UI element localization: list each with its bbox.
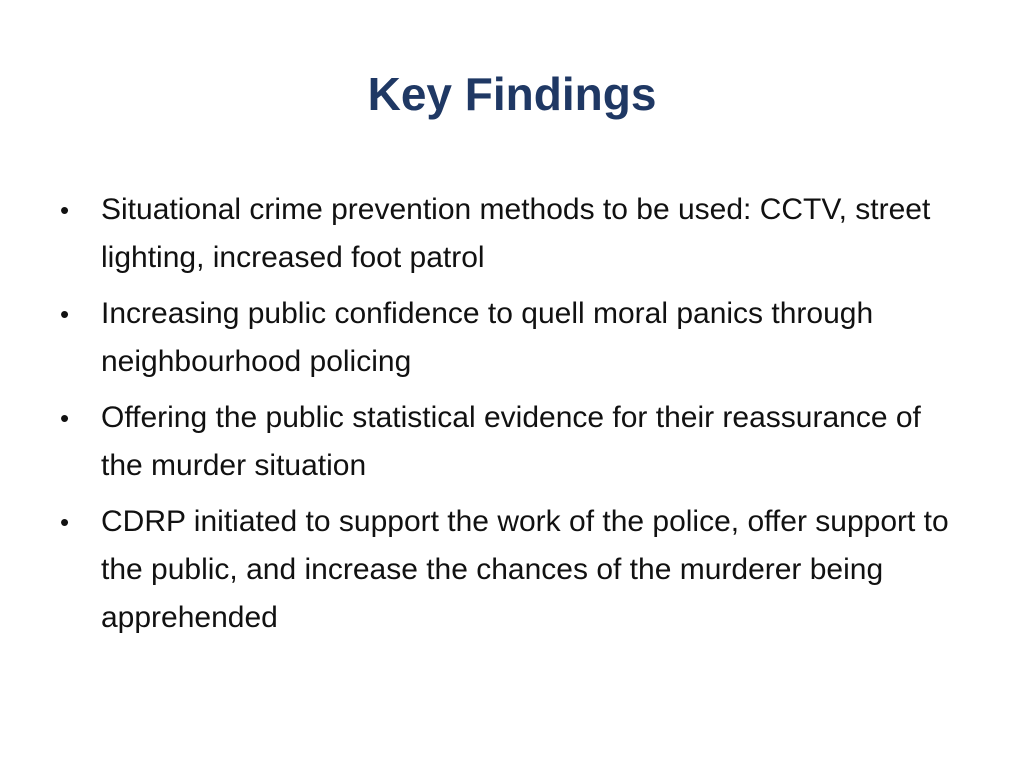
bullet-list	[60, 186, 970, 650]
bullet-icon: •	[60, 299, 70, 329]
bullet-item	[60, 498, 970, 642]
bullet-icon: •	[60, 403, 70, 433]
bullet-icon: •	[60, 195, 70, 225]
bullet-text: Offering the public statistical evidence for their reassurance of the murder situation	[101, 401, 921, 482]
bullet-text: Increasing public confidence to quell moral panics through neighbourhood policing	[101, 297, 874, 378]
slide-title: Key Findings	[367, 68, 657, 120]
bullet-item	[60, 186, 970, 282]
bullet-item	[60, 290, 970, 386]
bullet-item	[60, 394, 970, 490]
bullet-text: Situational crime prevention methods to be used: CCTV, street lighting, increased foot patrol	[101, 193, 931, 274]
bullet-text: CDRP initiated to support the work of the police, offer support to the public, and increase the chances of the murderer being apprehended	[101, 505, 949, 634]
bullet-icon: •	[60, 507, 70, 537]
